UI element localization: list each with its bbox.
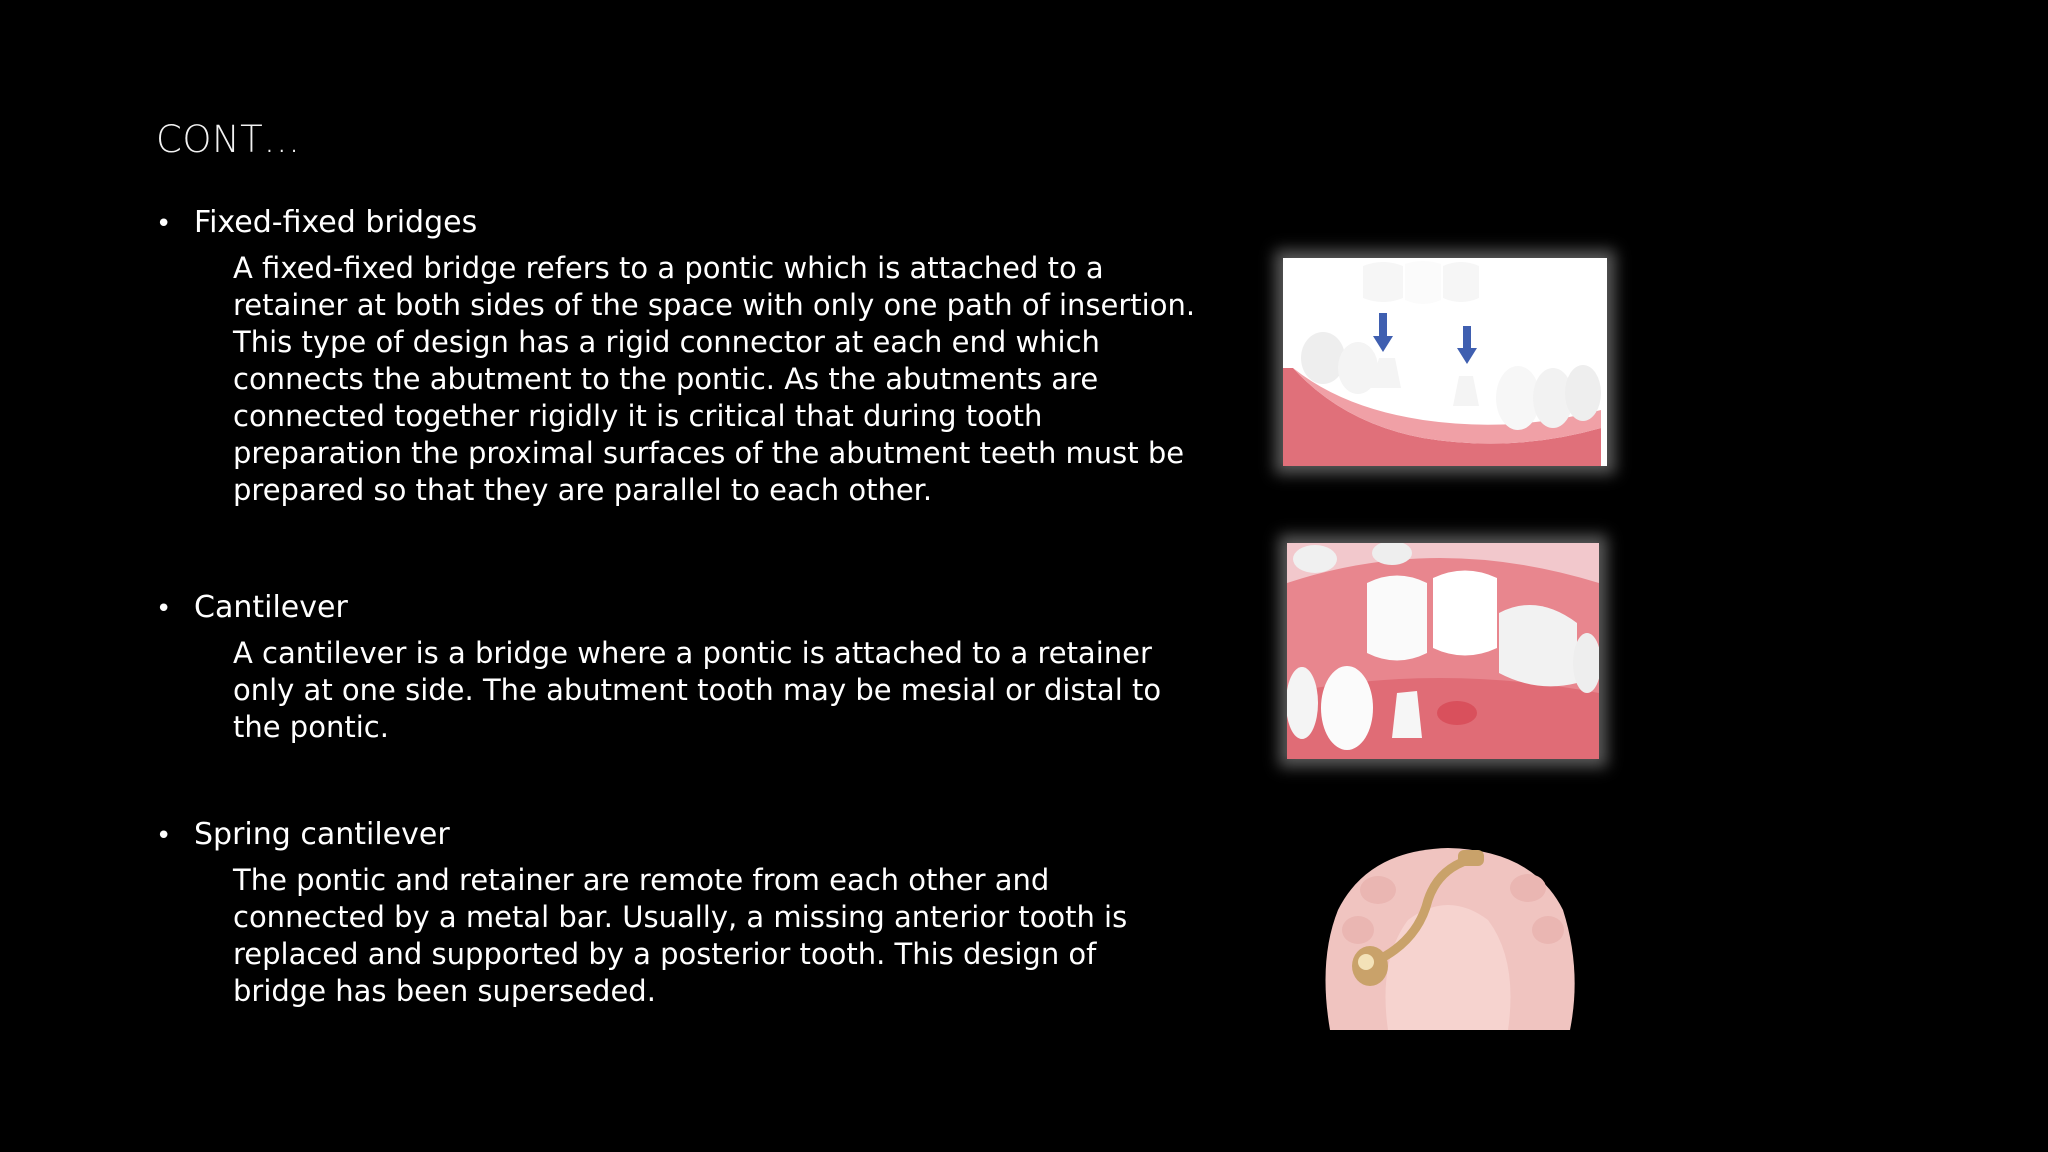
fixed-fixed-bridge-image <box>1283 258 1607 466</box>
section-fixed-fixed <box>156 205 1196 509</box>
section-spring-cantilever <box>156 817 1196 1010</box>
section-cantilever <box>156 590 1196 746</box>
section-body: A fixed-fixed bridge refers to a pontic which is attached to a retainer at both sides of the space with only one path of insertion. This type of design has a rigid connector at each end which connects the abutment to the pontic. As the abutments are connected together rigidly it is critical that during tooth preparation the proximal surfaces of the abutment teeth must be prepared so that they are parallel to each other. <box>233 251 1196 507</box>
spring-cantilever-cast-image <box>1318 840 1582 1036</box>
slide-title: CONT… <box>156 118 301 161</box>
cantilever-bridge-image <box>1287 543 1599 759</box>
bullet-dot: • <box>156 821 172 851</box>
section-body: A cantilever is a bridge where a pontic is attached to a retainer only at one side. The abutment tooth may be mesial or distal to the pontic. <box>233 636 1162 744</box>
bullet-dot: • <box>156 594 172 624</box>
section-heading: Cantilever <box>194 590 348 625</box>
section-heading: Spring cantilever <box>194 817 450 852</box>
bullet-dot: • <box>156 209 172 239</box>
section-heading: Fixed-fixed bridges <box>194 205 478 240</box>
section-body: The pontic and retainer are remote from each other and connected by a metal bar. Usually, a missing anterior tooth is replaced and supported by a posterior tooth. This design of bridge has been superseded. <box>233 863 1128 1008</box>
